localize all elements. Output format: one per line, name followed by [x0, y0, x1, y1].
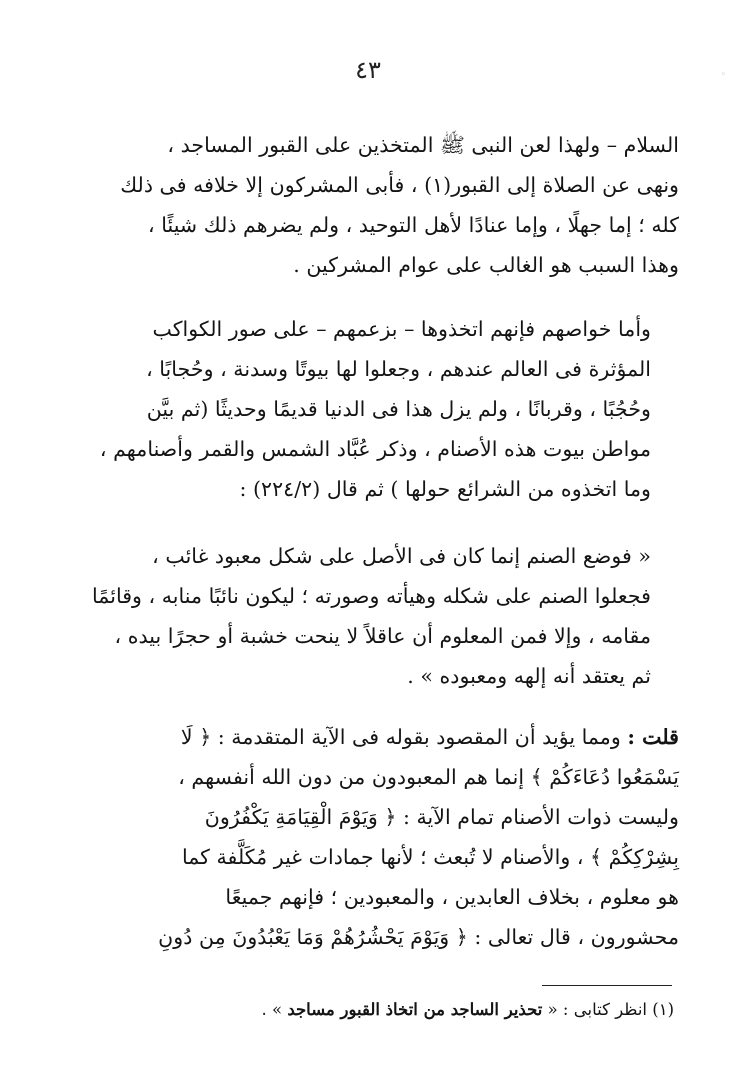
paragraph-2	[64, 309, 679, 509]
text-line: بِشِرْكِكُمْ ﴾ ، والأصنام لا تُبعث ؛ لأنها جمادات غير مُكَلَّفة كما	[181, 845, 679, 869]
footnote-suffix: » .	[261, 1000, 283, 1019]
text-line: وليست ذوات الأصنام تمام الآية : ﴿ وَيَوْمَ الْقِيَامَةِ يَكْفُرُونَ	[204, 805, 679, 829]
text-line: مقامه ، وإلا فمن المعلوم أن عاقلاً لا ينحت خشبة أو حجرًا بيده ،	[114, 624, 651, 648]
footnote-book-title: تحذير الساجد من اتخاذ القبور مساجد	[287, 1000, 543, 1019]
text-line: وأما خواصهم فإنهم اتخذوها – بزعمهم – على صور الكواكب	[152, 317, 651, 341]
footnote-prefix: (١) انظر كتابى : «	[547, 1000, 674, 1019]
text-line: يَسْمَعُوا دُعَاءَكُمْ ﴾ إنما هم المعبودون من دون الله أنفسهم ،	[178, 765, 679, 789]
footnote	[64, 997, 674, 1023]
page-number: ٤٣	[355, 56, 381, 84]
text-line: ثم يعتقد أنه إلهه ومعبوده » .	[407, 664, 651, 688]
paragraph-1	[64, 125, 679, 285]
text-line: ونهى عن الصلاة إلى القبور(١) ، فأبى المشركون إلا خلافه فى ذلك	[120, 173, 679, 197]
footnote-divider	[542, 985, 672, 986]
text-line: « فوضع الصنم إنما كان فى الأصل على شكل معبود غائب ،	[152, 544, 651, 568]
margin-speck: ◦	[720, 70, 726, 80]
text-line	[64, 717, 679, 757]
text-line: المؤثرة فى العالم عندهم ، وجعلوا لها بيوتًا وسدنة ، وحُجابًا ،	[146, 357, 651, 381]
text-line: فجعلوا الصنم على شكله وهيأته وصورته ؛ ليكون نائبًا منابه ، وقائمًا	[92, 584, 651, 608]
text-line: وهذا السبب هو الغالب على عوام المشركين .	[293, 253, 679, 277]
text-line: كله ؛ إما جهلًا ، وإما عنادًا لأهل التوحيد ، ولم يضرهم ذلك شيئًا ،	[148, 213, 679, 237]
text-segment: ومما يؤيد أن المقصود بقوله فى الآية المتقدمة : ﴿ لَا	[180, 725, 628, 749]
text-line: السلام – ولهذا لعن النبى ﷺ المتخذين على القبور المساجد ،	[167, 133, 679, 157]
text-line: محشورون ، قال تعالى : ﴿ وَيَوْمَ يَحْشُرُهُمْ وَمَا يَعْبُدُونَ مِن دُونِ	[158, 925, 679, 949]
text-line: مواطن بيوت هذه الأصنام ، وذكر عُبَّاد الشمس والقمر وأصنامهم ،	[99, 437, 651, 461]
text-line: وما اتخذوه من الشرائع حولها ) ثم قال (٢٢٤/٢) :	[239, 477, 651, 501]
paragraph-4	[64, 717, 679, 957]
text-line: وحُجُبًا ، وقربانًا ، ولم يزل هذا فى الدنيا قديمًا وحديثًا (ثم بيَّن	[146, 397, 651, 421]
paragraph-3-quote	[64, 536, 679, 696]
lead-word: قلت :	[627, 725, 679, 749]
text-line: هو معلوم ، بخلاف العابدين ، والمعبودين ؛ فإنهم جميعًا	[225, 885, 679, 909]
